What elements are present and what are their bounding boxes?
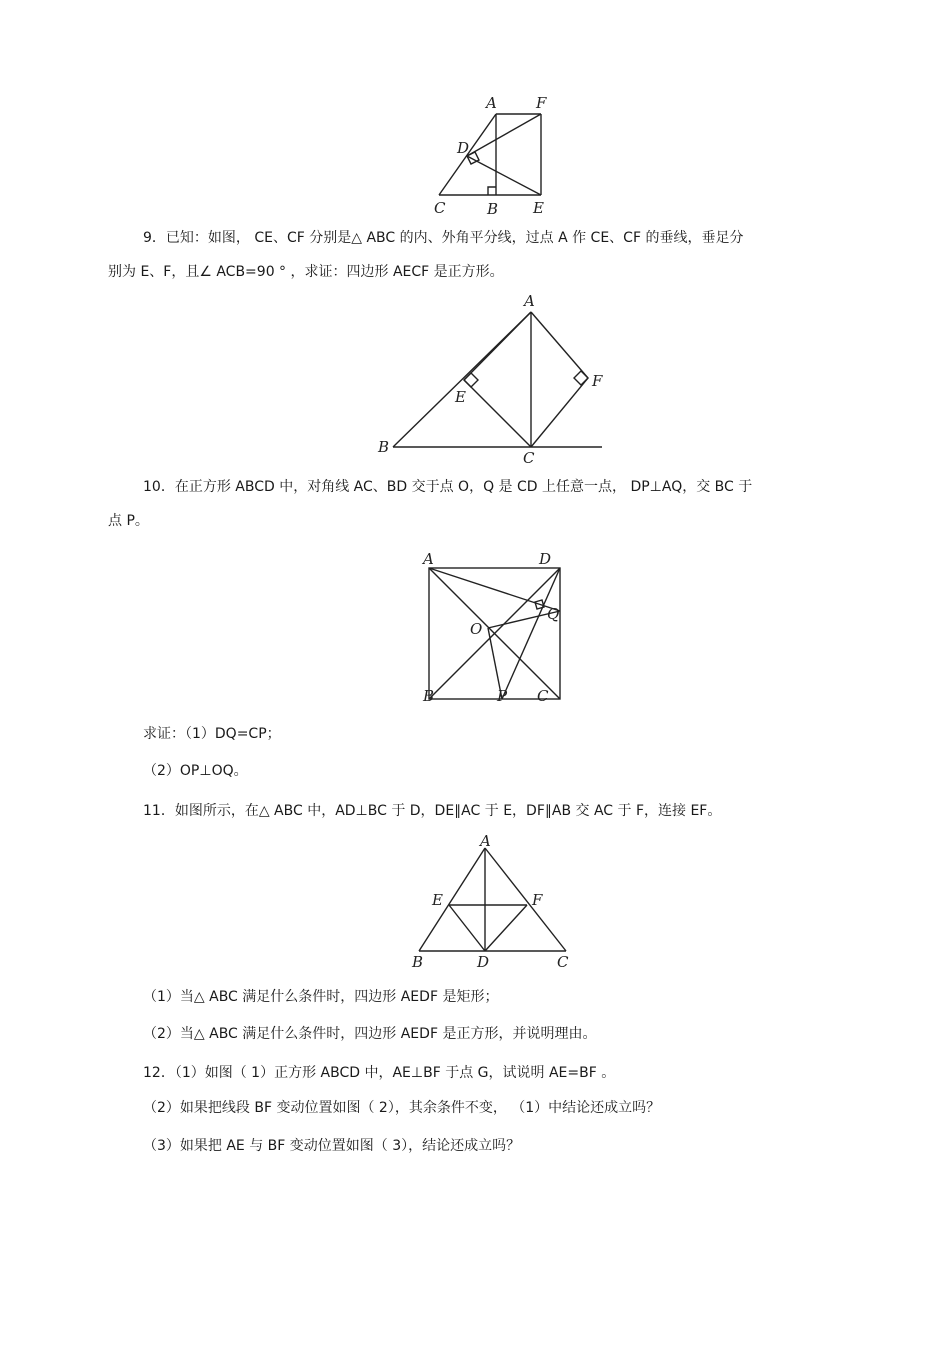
problem-9-line-2: 别为 E、F，且∠ ACB=90 ° ，求证：四边形 AECF 是正方形。	[108, 264, 504, 280]
label-B: B	[423, 687, 435, 705]
problem-9-line-1: 9．已知：如图， CE、CF 分别是△ ABC 的内、外角平分线，过点 A 作 CE、CF 的垂线，垂足分	[143, 230, 744, 246]
problem-10-part-2: （2）OP⊥OQ。	[143, 763, 248, 779]
problem-12-part-3: （3）如果把 AE 与 BF 变动位置如图（ 3），结论还成立吗？	[143, 1138, 521, 1154]
label-C: C	[523, 449, 535, 467]
label-O: O	[470, 620, 483, 638]
problem-11-part-1: （1）当△ ABC 满足什么条件时，四边形 AEDF 是矩形；	[143, 989, 499, 1005]
problem-11-part-2: （2）当△ ABC 满足什么条件时，四边形 AEDF 是正方形，并说明理由。	[143, 1026, 597, 1042]
label-A: A	[480, 832, 491, 850]
figure-rectangle-triangle	[425, 90, 565, 220]
label-E: E	[533, 199, 544, 217]
label-B: B	[412, 953, 424, 971]
problem-10-line-2: 点 P。	[108, 513, 149, 529]
figure-problem-11	[405, 830, 585, 975]
label-A: A	[524, 292, 535, 310]
label-E: E	[432, 891, 443, 909]
label-C: C	[537, 687, 549, 705]
label-D: D	[457, 139, 470, 157]
label-F: F	[532, 891, 543, 909]
label-E: E	[455, 388, 466, 406]
label-F: F	[536, 94, 547, 112]
label-B: B	[487, 200, 499, 218]
label-C: C	[434, 199, 446, 217]
label-C: C	[557, 953, 569, 971]
label-Q: Q	[547, 605, 560, 623]
label-D: D	[539, 550, 552, 568]
figure-problem-9	[375, 290, 615, 470]
label-A: A	[486, 94, 497, 112]
label-P: P	[497, 687, 508, 705]
label-A: A	[423, 550, 434, 568]
problem-10-line-1: 10．在正方形 ABCD 中，对角线 AC、BD 交于点 O，Q 是 CD 上任意一点， DP⊥AQ，交 BC 于	[143, 479, 753, 495]
label-B: B	[378, 438, 390, 456]
problem-10-prove: 求证：（1）DQ=CP；	[143, 726, 281, 742]
label-F: F	[592, 372, 603, 390]
problem-12-part-1: 12．（1）如图（ 1）正方形 ABCD 中，AE⊥BF 于点 G，试说明 AE=BF 。	[143, 1065, 616, 1081]
problem-11-line-1: 11．如图所示，在△ ABC 中，AD⊥BC 于 D，DE∥AC 于 E，DF∥AB 交 AC 于 F，连接 EF。	[143, 803, 722, 819]
figure-problem-10	[415, 548, 575, 708]
label-D: D	[477, 953, 490, 971]
problem-12-part-2: （2）如果把线段 BF 变动位置如图（ 2），其余条件不变， （1）中结论还成立吗？	[143, 1100, 661, 1116]
